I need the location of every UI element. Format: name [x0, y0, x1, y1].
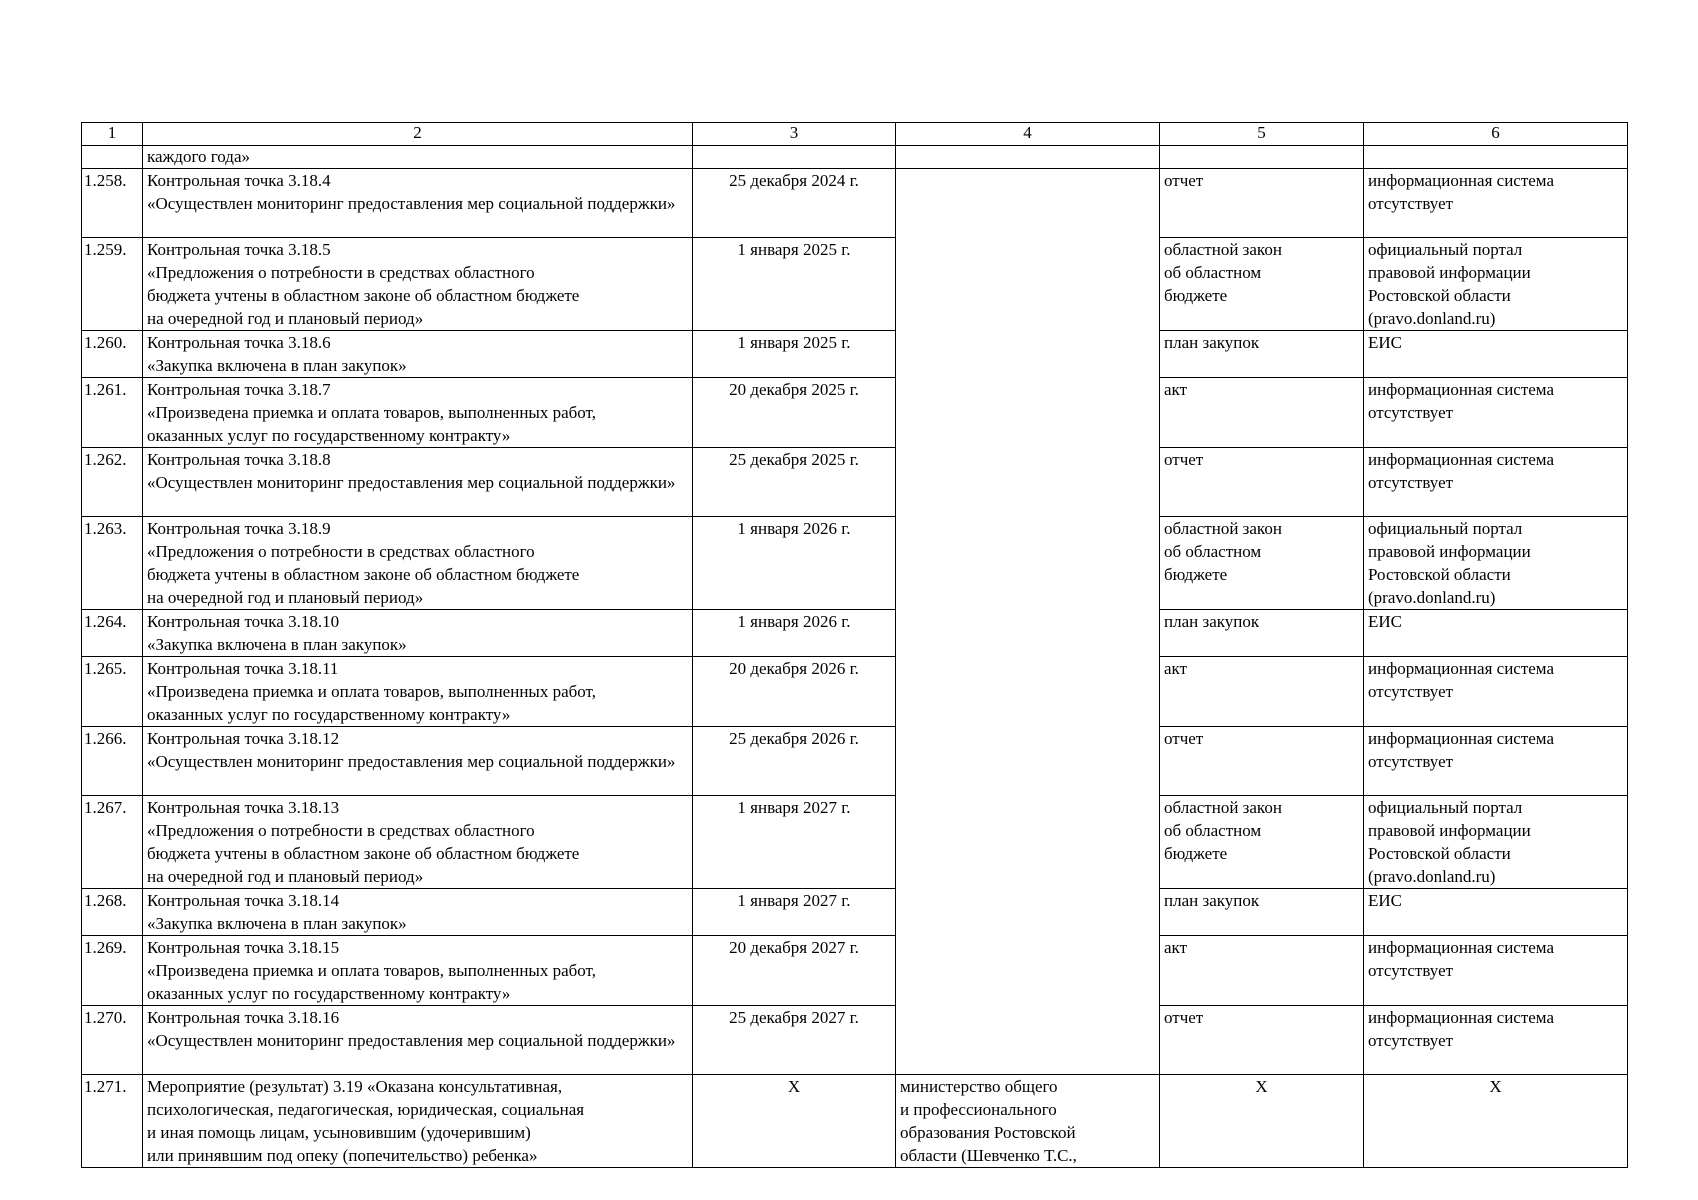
- table-row: [82, 1075, 1628, 1168]
- continuation-row: [82, 146, 1628, 169]
- system-cell: официальный портал правовой информации Ростовской области (pravo.donland.ru): [1364, 796, 1628, 889]
- document-cell: отчет: [1160, 448, 1364, 517]
- system-cell: информационная система отсутствует: [1364, 448, 1628, 517]
- date-cell: 20 декабря 2026 г.: [693, 657, 896, 727]
- date-cell: 1 января 2027 г.: [693, 796, 896, 889]
- column-number: 3: [693, 123, 896, 146]
- row-number-cell: 1.265.: [82, 657, 143, 727]
- document-cell: областной закон об областном бюджете: [1160, 517, 1364, 610]
- date-cell: 1 января 2026 г.: [693, 517, 896, 610]
- document-cell: акт: [1160, 936, 1364, 1006]
- system-cell: информационная система отсутствует: [1364, 169, 1628, 238]
- table-row: [82, 610, 1628, 657]
- column-number: 1: [82, 123, 143, 146]
- row-number-cell: 1.261.: [82, 378, 143, 448]
- system-cell: официальный портал правовой информации Ростовской области (pravo.donland.ru): [1364, 517, 1628, 610]
- date-cell: 25 декабря 2026 г.: [693, 727, 896, 796]
- system-cell: ЕИС: [1364, 610, 1628, 657]
- date-cell: 25 декабря 2024 г.: [693, 169, 896, 238]
- system-cell: официальный портал правовой информации Ростовской области (pravo.donland.ru): [1364, 238, 1628, 331]
- date-cell: 20 декабря 2027 г.: [693, 936, 896, 1006]
- row-number-cell: 1.259.: [82, 238, 143, 331]
- date-cell: 1 января 2026 г.: [693, 610, 896, 657]
- table-row: [82, 936, 1628, 1006]
- system-cell: информационная система отсутствует: [1364, 378, 1628, 448]
- document-cell: план закупок: [1160, 331, 1364, 378]
- description-cell: Контрольная точка 3.18.13 «Предложения о потребности в средствах областного бюджета учтены в областном законе об областном бюджете на очередной год и плановый период»: [143, 796, 693, 889]
- description-cell: Контрольная точка 3.18.16 «Осуществлен мониторинг предоставления мер социальной поддержки»: [143, 1006, 693, 1075]
- document-cell: областной закон об областном бюджете: [1160, 238, 1364, 331]
- date-cell: 25 декабря 2025 г.: [693, 448, 896, 517]
- document-cell: X: [1160, 1075, 1364, 1168]
- document-cell: акт: [1160, 657, 1364, 727]
- date-cell: 1 января 2025 г.: [693, 331, 896, 378]
- date-cell: [693, 146, 896, 169]
- description-cell: Контрольная точка 3.18.9 «Предложения о потребности в средствах областного бюджета учтены в областном законе об областном бюджете на очередной год и плановый период»: [143, 517, 693, 610]
- table-row: [82, 169, 1628, 238]
- table-row: [82, 448, 1628, 517]
- row-number-cell: 1.263.: [82, 517, 143, 610]
- row-number-cell: 1.270.: [82, 1006, 143, 1075]
- table-row: [82, 378, 1628, 448]
- date-cell: 1 января 2025 г.: [693, 238, 896, 331]
- system-cell: X: [1364, 1075, 1628, 1168]
- description-cell: Контрольная точка 3.18.14 «Закупка включена в план закупок»: [143, 889, 693, 936]
- column-number: 4: [896, 123, 1160, 146]
- responsible-cell: [896, 146, 1160, 169]
- table-row: [82, 238, 1628, 331]
- document-cell: план закупок: [1160, 610, 1364, 657]
- document-cell: областной закон об областном бюджете: [1160, 796, 1364, 889]
- description-cell: Контрольная точка 3.18.6 «Закупка включена в план закупок»: [143, 331, 693, 378]
- row-number-cell: 1.260.: [82, 331, 143, 378]
- system-cell: ЕИС: [1364, 331, 1628, 378]
- responsible-cell: министерство общего и профессионального образования Ростовской области (Шевченко Т.С.,: [896, 1075, 1160, 1168]
- document-cell: акт: [1160, 378, 1364, 448]
- row-number-cell: 1.271.: [82, 1075, 143, 1168]
- system-cell: ЕИС: [1364, 889, 1628, 936]
- plan-table: [81, 122, 1628, 1168]
- description-cell: Контрольная точка 3.18.15 «Произведена приемка и оплата товаров, выполненных работ, оказанных услуг по государственному контракту»: [143, 936, 693, 1006]
- table-row: [82, 331, 1628, 378]
- date-cell: 1 января 2027 г.: [693, 889, 896, 936]
- description-cell: Мероприятие (результат) 3.19 «Оказана консультативная, психологическая, педагогическая, юридическая, социальная и иная помощь лицам, усыновившим (удочерившим) или принявшим под опеку (попечительство) ребенка»: [143, 1075, 693, 1168]
- system-cell: информационная система отсутствует: [1364, 1006, 1628, 1075]
- description-cell: Контрольная точка 3.18.7 «Произведена приемка и оплата товаров, выполненных работ, оказанных услуг по государственному контракту»: [143, 378, 693, 448]
- document-cell: [1160, 146, 1364, 169]
- description-cell: Контрольная точка 3.18.12 «Осуществлен мониторинг предоставления мер социальной поддержки»: [143, 727, 693, 796]
- system-cell: информационная система отсутствует: [1364, 936, 1628, 1006]
- description-cell: Контрольная точка 3.18.8 «Осуществлен мониторинг предоставления мер социальной поддержки»: [143, 448, 693, 517]
- row-number-cell: 1.258.: [82, 169, 143, 238]
- document-cell: план закупок: [1160, 889, 1364, 936]
- description-cell: Контрольная точка 3.18.4 «Осуществлен мониторинг предоставления мер социальной поддержки»: [143, 169, 693, 238]
- column-number-row: [82, 123, 1628, 146]
- table-row: [82, 796, 1628, 889]
- row-number-cell: 1.266.: [82, 727, 143, 796]
- date-cell: X: [693, 1075, 896, 1168]
- description-cell: Контрольная точка 3.18.5 «Предложения о потребности в средствах областного бюджета учтены в областном законе об областном бюджете на очередной год и плановый период»: [143, 238, 693, 331]
- document-cell: отчет: [1160, 169, 1364, 238]
- document-cell: отчет: [1160, 1006, 1364, 1075]
- row-number-cell: 1.262.: [82, 448, 143, 517]
- table-body: [82, 123, 1628, 1168]
- responsible-cell: [896, 169, 1160, 1075]
- date-cell: 20 декабря 2025 г.: [693, 378, 896, 448]
- description-cell: Контрольная точка 3.18.10 «Закупка включена в план закупок»: [143, 610, 693, 657]
- row-number-cell: 1.267.: [82, 796, 143, 889]
- system-cell: информационная система отсутствует: [1364, 727, 1628, 796]
- system-cell: [1364, 146, 1628, 169]
- row-number-cell: [82, 146, 143, 169]
- column-number: 6: [1364, 123, 1628, 146]
- row-number-cell: 1.264.: [82, 610, 143, 657]
- date-cell: 25 декабря 2027 г.: [693, 1006, 896, 1075]
- table-row: [82, 517, 1628, 610]
- row-number-cell: 1.269.: [82, 936, 143, 1006]
- system-cell: информационная система отсутствует: [1364, 657, 1628, 727]
- table-row: [82, 657, 1628, 727]
- column-number: 2: [143, 123, 693, 146]
- document-cell: отчет: [1160, 727, 1364, 796]
- row-number-cell: 1.268.: [82, 889, 143, 936]
- table-row: [82, 727, 1628, 796]
- column-number: 5: [1160, 123, 1364, 146]
- table-row: [82, 889, 1628, 936]
- description-cell: Контрольная точка 3.18.11 «Произведена приемка и оплата товаров, выполненных работ, оказанных услуг по государственному контракту»: [143, 657, 693, 727]
- table-row: [82, 1006, 1628, 1075]
- description-cell: каждого года»: [143, 146, 693, 169]
